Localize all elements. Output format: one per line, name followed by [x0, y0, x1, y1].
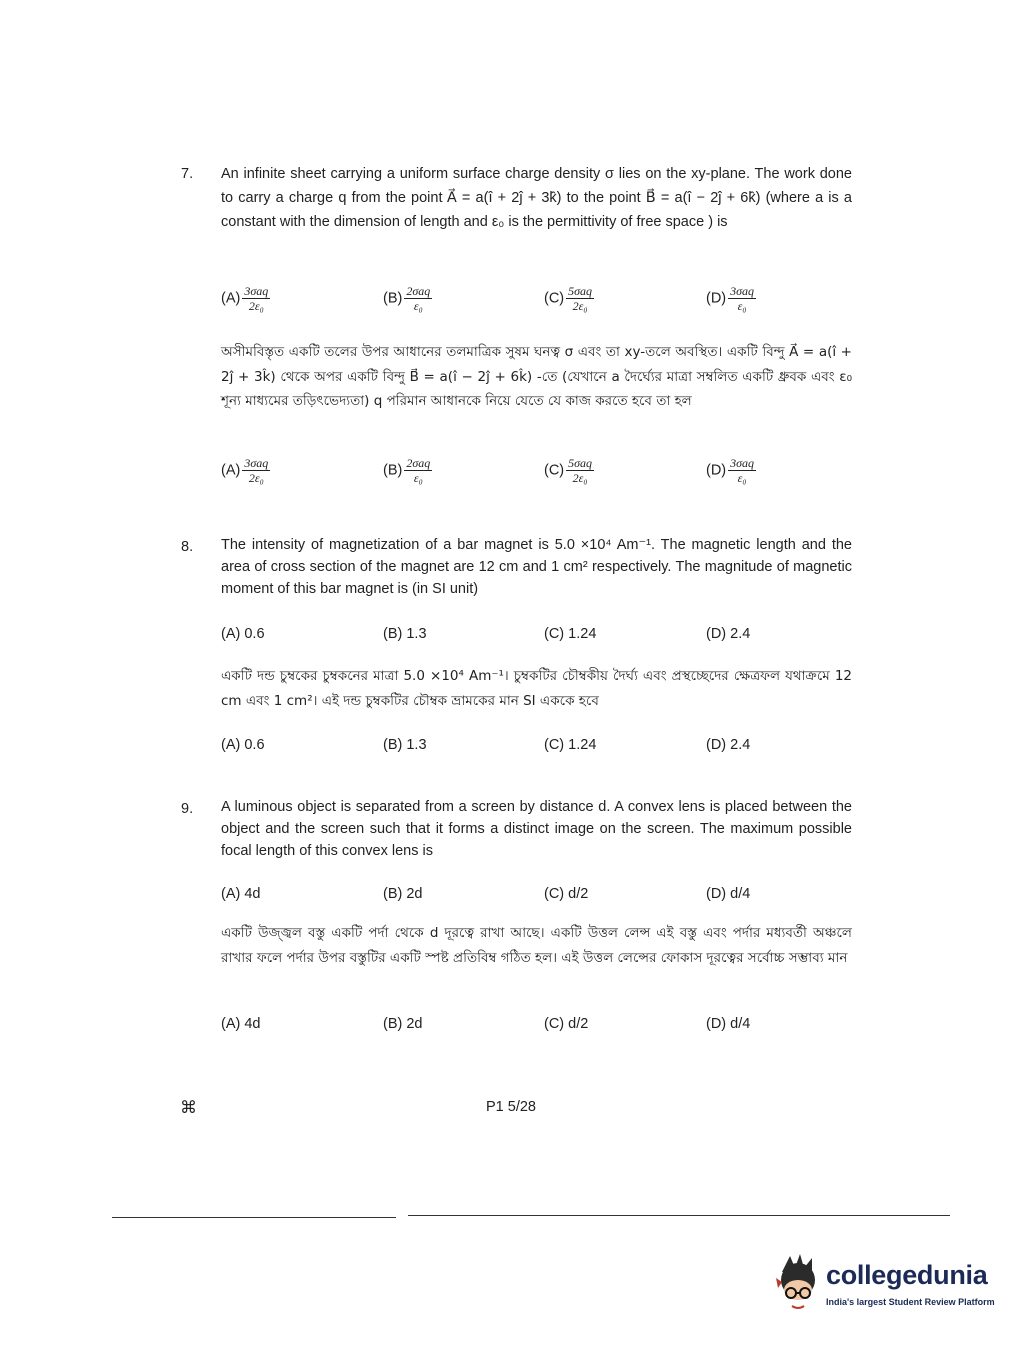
q8-option-d-bn: (D) 2.4: [706, 737, 751, 753]
q9-option-c-en: (C) d/2: [544, 886, 589, 902]
q7-option-a-bn: (A) $\frac{\text{3σaq}}{\text{2ε₀}}$: [221, 456, 269, 485]
question-8-text-bn: একটি দন্ড চুম্বকের চুম্বকনের মাত্রা 5.0 ×10⁴ Am⁻¹। চুম্বকটির চৌম্বকীয় দৈর্ঘ্য এবং প্রস্থচ্ছেদের ক্ষেত্রফল যথাক্রমে 12 cm এবং 1 cm²। এই দন্ড চুম্বকটির চৌম্বক ভ্রামকের মান SI এককে হবে: [221, 668, 852, 709]
q9-option-b-en: (B) 2d: [383, 886, 423, 902]
question-8-text-en: The intensity of magnetization of a bar magnet is 5.0 ×10⁴ Am⁻¹. The magnetic length and the area of cross section of the magnet are 12 cm and 1 cm² respectively. The magnitude of magnetic moment of this bar magnet is (in SI unit): [221, 537, 852, 597]
q7-option-a-en: (A) $\frac{\text{3σaq}}{\text{2ε₀}}$: [221, 284, 269, 313]
q9-option-a-bn: (A) 4d: [221, 1016, 261, 1032]
question-7-text-en: An infinite sheet carrying a uniform surface charge density σ lies on the xy-plane. The work done to carry a charge q from the point A⃗ = a(î + 2ĵ + 3k̂) to the point B⃗ = a(î − 2ĵ + 6k̂) (where a is a constant with the dimension of length and ε₀ is the permittivity of free space ) is: [221, 166, 852, 230]
footer-divider-left: [112, 1217, 396, 1218]
q9-option-d-en: (D) d/4: [706, 886, 751, 902]
q7-option-d-en: (D) $\frac{\text{3σaq}}{\text{ε₀}}$: [706, 284, 755, 313]
q9-option-b-bn: (B) 2d: [383, 1016, 423, 1032]
question-7-text-bn: অসীমবিস্তৃত একটি তলের উপর আধানের তলমাত্রিক সুষম ঘনত্ব σ এবং তা xy-তলে অবস্থিত। একটি বিন্দু A⃗ = a(î + 2ĵ + 3k̂) থেকে অপর একটি বিন্দু B⃗ = a(î − 2ĵ + 6k̂) -তে (যেখানে a দৈর্ঘ্যের মাত্রা সম্বলিত একটি ধ্রুবক এবং ε₀ শূন্য মাধ্যমের তড়িৎভেদ্যতা) q পরিমান আধানকে নিয়ে যেতে যে কাজ করতে হবে তা হল: [221, 344, 852, 409]
question-7-number: 7.: [181, 166, 194, 182]
q8-option-b-bn: (B) 1.3: [383, 737, 427, 753]
watermark-tagline: India's largest Student Review Platform: [826, 1297, 995, 1307]
page-number: P1 5/28: [486, 1099, 536, 1115]
q9-option-d-bn: (D) d/4: [706, 1016, 751, 1032]
q9-option-a-en: (A) 4d: [221, 886, 261, 902]
footer-divider-right: [408, 1215, 950, 1216]
watermark-brand: collegedunia: [826, 1260, 988, 1290]
question-9-number: 9.: [181, 801, 194, 817]
question-8-number: 8.: [181, 539, 194, 555]
q9-option-c-bn: (C) d/2: [544, 1016, 589, 1032]
q8-option-b-en: (B) 1.3: [383, 626, 427, 642]
q7-option-b-bn: (B) $\frac{\text{2σaq}}{\text{ε₀}}$: [383, 456, 431, 485]
command-symbol-icon: ⌘: [180, 1098, 197, 1117]
q8-option-c-bn: (C) 1.24: [544, 737, 597, 753]
q8-option-c-en: (C) 1.24: [544, 626, 597, 642]
question-9-text-en: A luminous object is separated from a screen by distance d. A convex lens is placed between the object and the screen such that it forms a distinct image on the screen. The maximum possible focal length of this convex lens is: [221, 799, 852, 859]
q7-option-c-en: (C) $\frac{\text{5σaq}}{\text{2ε₀}}$: [544, 284, 593, 313]
q7-option-c-bn: (C) $\frac{\text{5σaq}}{\text{2ε₀}}$: [544, 456, 593, 485]
q8-option-a-bn: (A) 0.6: [221, 737, 265, 753]
q7-option-d-bn: (D) $\frac{\text{3σaq}}{\text{ε₀}}$: [706, 456, 755, 485]
q8-option-d-en: (D) 2.4: [706, 626, 751, 642]
question-9-text-bn: একটি উজ্জ্বল বস্তু একটি পর্দা থেকে d দূরত্বে রাখা আছে। একটি উত্তল লেন্স এই বস্তু এবং পর্দার মধ্যবর্তী অঞ্চলে রাখার ফলে পর্দার উপর বস্তুটির একটি স্পষ্ট প্রতিবিম্ব গঠিত হল। এই উত্তল লেন্সের ফোকাস দূরত্বের সর্বোচ্চ সম্ভাব্য মান: [221, 925, 852, 966]
q8-option-a-en: (A) 0.6: [221, 626, 265, 642]
q7-option-b-en: (B) $\frac{\text{2σaq}}{\text{ε₀}}$: [383, 284, 431, 313]
